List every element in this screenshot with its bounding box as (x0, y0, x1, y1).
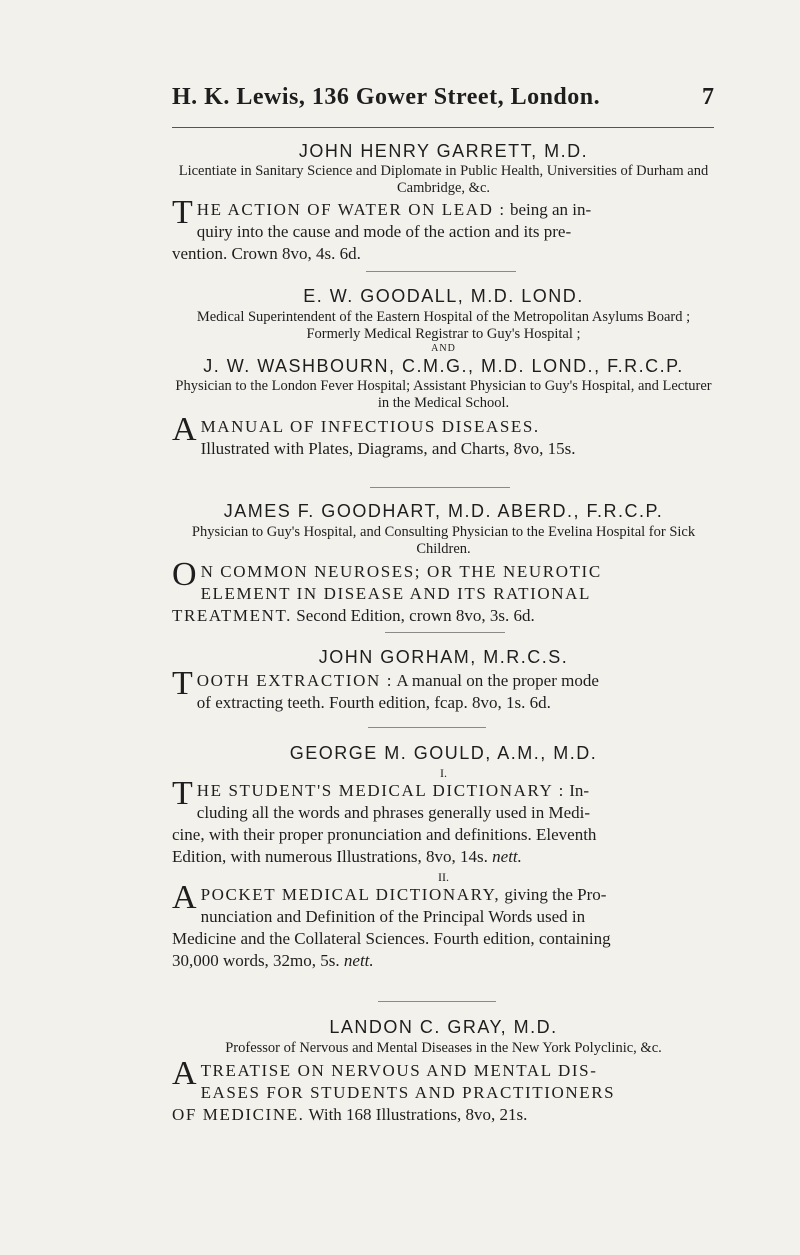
book-title: EASES FOR STUDENTS AND PRACTITIONERS (200, 1083, 616, 1102)
author-name: GEORGE M. GOULD, A.M., M.D. (289, 743, 598, 763)
book-listing (172, 194, 715, 265)
entry-gorham (172, 646, 715, 714)
drop-cap: A (172, 879, 197, 916)
author-credentials: Physician to Guy's Hospital, and Consulting Physician to the Evelina Hospital for Sick Children. (191, 524, 696, 557)
entry-gould (172, 742, 715, 972)
author-name: E. W. GOODALL, M.D. LOND. (303, 286, 584, 306)
book-title: POCKET MEDICAL DICTIONARY, (200, 885, 501, 904)
drop-cap: O (172, 556, 197, 593)
book-listing (172, 556, 715, 627)
book-description: Medicine and the Collateral Sciences. Fourth edition, containing (172, 929, 611, 948)
page-header (172, 84, 714, 124)
drop-cap: A (172, 411, 197, 448)
book-description: With 168 Illustrations, 8vo, 21s. (308, 1105, 528, 1124)
drop-cap: T (172, 194, 193, 231)
author-credentials: Medical Superintendent of the Eastern Hospital of the Metropolitan Asylums Board ; Formerly Medical Registrar to Guy's Hospital ; (196, 309, 691, 342)
author-name: J. W. WASHBOURN, C.M.G., M.D. LOND., F.R.C.P. (203, 356, 684, 376)
separator-rule (370, 487, 510, 488)
book-title: MANUAL OF INFECTIOUS DISEASES. (200, 417, 540, 436)
book-description: nunciation and Definition of the Principal Words used in (200, 907, 586, 926)
book-listing (172, 411, 715, 460)
book-title: HE STUDENT'S MEDICAL DICTIONARY : (196, 781, 565, 800)
book-title: TREATMENT. (172, 606, 293, 625)
book-title: N COMMON NEUROSES; OR THE NEUROTIC (200, 562, 602, 581)
book-description: quiry into the cause and mode of the action and its pre- (196, 222, 572, 241)
author-credentials: Physician to the London Fever Hospital; Assistant Physician to Guy's Hospital, and Lecturer in the Medical School. (175, 378, 712, 411)
book-title: OF MEDICINE. (172, 1105, 305, 1124)
numeral: I. (440, 766, 447, 780)
drop-cap: T (172, 775, 193, 812)
separator-rule (378, 1001, 496, 1002)
book-title: HE ACTION OF WATER ON LEAD : (196, 200, 506, 219)
book-description: In- (569, 781, 590, 800)
separator-rule (368, 727, 486, 728)
separator-rule (385, 632, 505, 633)
book-description: Second Edition, crown 8vo, 3s. 6d. (296, 606, 535, 625)
numeral: II. (438, 870, 449, 884)
book-listing (172, 879, 715, 972)
book-description: Illustrated with Plates, Diagrams, and Charts, 8vo, 15s. (200, 439, 576, 458)
author-credentials: Licentiate in Sanitary Science and Diplomate in Public Health, Universities of Durham and Cambridge, &c. (178, 163, 709, 196)
author-name: LANDON C. GRAY, M.D. (329, 1017, 558, 1037)
book-listing (172, 665, 715, 714)
book-title: TREATISE ON NERVOUS AND MENTAL DIS- (200, 1061, 598, 1080)
author-name: JOHN HENRY GARRETT, M.D. (298, 141, 589, 161)
header-rule (172, 127, 714, 128)
book-description: vention. Crown 8vo, 4s. 6d. (172, 244, 361, 263)
book-description: of extracting teeth. Fourth edition, fcap. 8vo, 1s. 6d. (196, 693, 551, 712)
page-number: 7 (702, 84, 714, 110)
book-listing (172, 775, 715, 868)
entry-goodall-washbourn (172, 285, 715, 460)
drop-cap: T (172, 665, 193, 702)
header-title: H. K. Lewis, 136 Gower Street, London. (172, 84, 601, 110)
price-note: nett. (492, 847, 522, 866)
separator-rule (366, 271, 516, 272)
book-description: being an in- (509, 200, 592, 219)
author-name: JOHN GORHAM, M.R.C.S. (318, 647, 569, 667)
book-title: ELEMENT IN DISEASE AND ITS RATIONAL (200, 584, 592, 603)
and-conjunction: AND (431, 343, 456, 354)
book-description: 30,000 words, 32mo, 5s. (172, 951, 340, 970)
book-description: cluding all the words and phrases generally used in Medi- (196, 803, 591, 822)
entry-gray (172, 1016, 715, 1126)
book-title: OOTH EXTRACTION : (196, 671, 394, 690)
book-description: A manual on the proper mode (396, 671, 599, 690)
entry-garrett (172, 140, 715, 265)
entry-goodhart (172, 500, 715, 627)
price-note: nett. (343, 951, 374, 970)
book-description: giving the Pro- (504, 885, 607, 904)
author-name: JAMES F. GOODHART, M.D. ABERD., F.R.C.P. (223, 501, 664, 521)
book-description: cine, with their proper pronunciation and definitions. Eleventh (172, 825, 597, 844)
book-description: Edition, with numerous Illustrations, 8vo, 14s. (172, 847, 488, 866)
drop-cap: A (172, 1055, 197, 1092)
book-listing (172, 1055, 715, 1126)
author-credentials: Professor of Nervous and Mental Diseases in the New York Polyclinic, &c. (225, 1040, 662, 1056)
